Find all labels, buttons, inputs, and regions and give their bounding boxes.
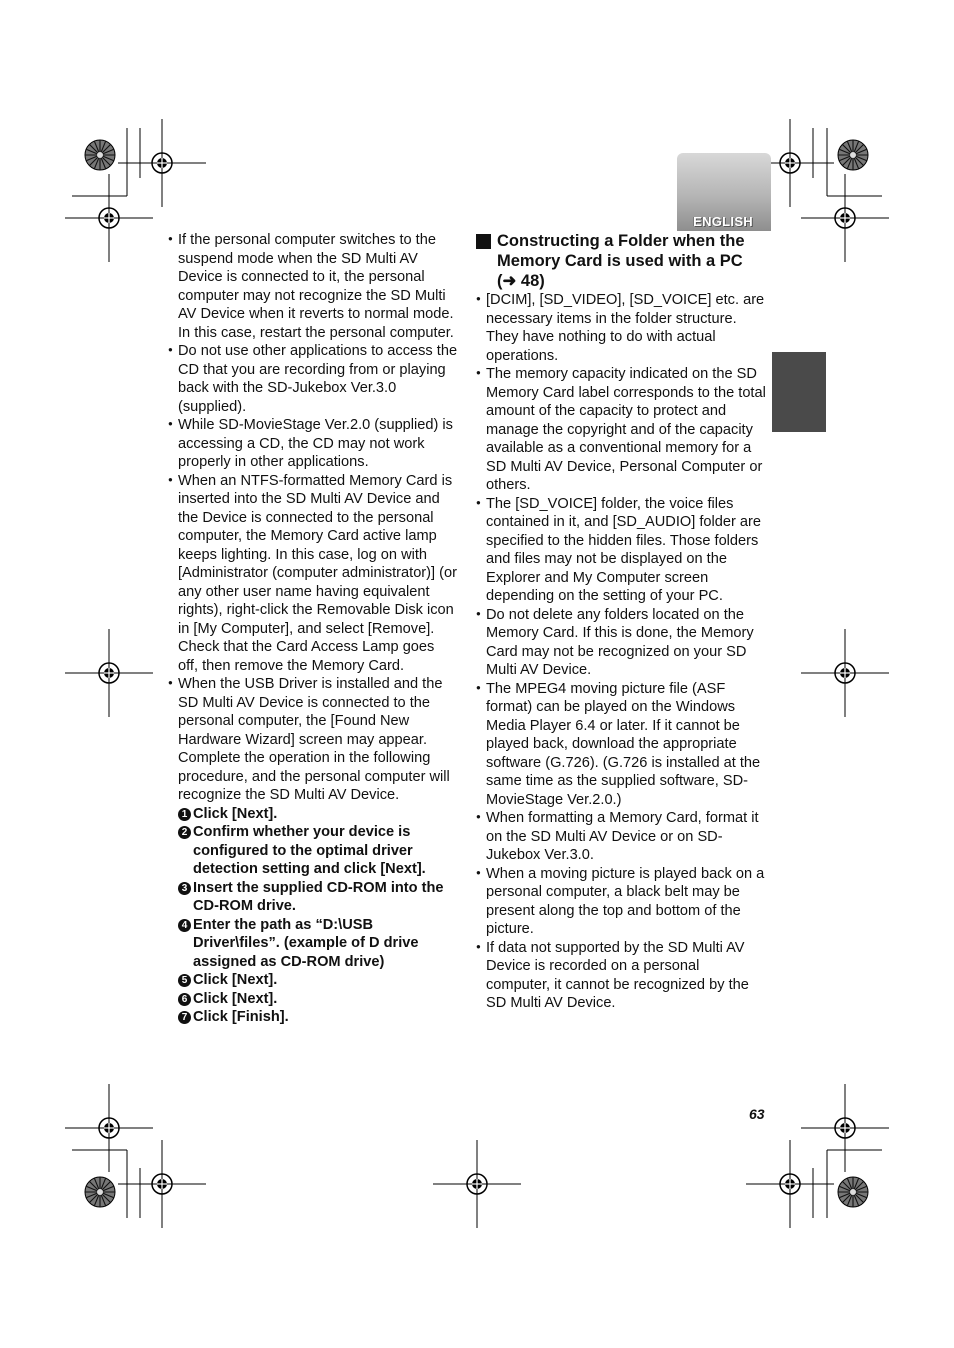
- list-item: ● When formatting a Memory Card, format it on the SD Multi AV Device or on SD-Jukebox Ver.3.0.: [476, 809, 766, 865]
- step-number-icon: 1: [178, 808, 191, 821]
- step-text: Click [Next].: [193, 972, 278, 988]
- step-item: [178, 805, 458, 824]
- left-column: [168, 231, 458, 1027]
- language-tab: [677, 153, 771, 231]
- step-number-icon: 3: [178, 882, 191, 895]
- step-text: Enter the path as “D:\USB Driver\files”. (example of D drive assigned as CD-ROM drive): [193, 916, 419, 970]
- step-number-icon: 7: [178, 1011, 191, 1024]
- step-number-icon: 6: [178, 993, 191, 1006]
- step-item: [178, 916, 458, 972]
- step-text: Confirm whether your device is configured to the optimal driver detection setting and click [Next].: [193, 824, 426, 877]
- list-item: ● When the USB Driver is installed and the SD Multi AV Device is connected to the personal computer, the [Found New Hardware Wizard] screen may appear. Complete the operation in the following procedure, and the personal computer will recognize the SD Multi AV Device.: [168, 675, 458, 805]
- procedure-steps: [168, 805, 458, 1027]
- step-item: [178, 990, 458, 1009]
- section-heading-text: Constructing a Folder when the Memory Card is used with a PC (➜ 48): [497, 232, 745, 290]
- list-item: ● Do not use other applications to access the CD that you are recording from or playing back with the SD-Jukebox Ver.3.0 (supplied).: [168, 342, 458, 416]
- page-number: 63: [749, 1106, 765, 1122]
- step-number-icon: 5: [178, 974, 191, 987]
- list-item: ● When a moving picture is played back on a personal computer, a black belt may be present along the top and bottom of the picture.: [476, 865, 766, 939]
- step-text: Click [Finish].: [193, 1009, 289, 1025]
- list-item: ● The [SD_VOICE] folder, the voice files contained in it, and [SD_AUDIO] folder are specified to the hidden files. Those folders and files may not be displayed on the Explorer and My Computer screen depending on the setting of your PC.: [476, 495, 766, 606]
- list-item: ● If the personal computer switches to the suspend mode when the SD Multi AV Device is connected to it, the personal computer may not recognize the SD Multi AV Device when it reverts to normal mode. In this case, restart the personal computer.: [168, 231, 458, 342]
- step-text: Click [Next].: [193, 990, 278, 1007]
- list-item: ● The MPEG4 moving picture file (ASF format) can be played on the Windows Media Player 6.4 or later. If it cannot be played back, download the appropriate software (G.726). (G.726 is installed at the same time as the supplied software, SD-MovieStage Ver.2.0.): [476, 680, 766, 810]
- list-item: ● [DCIM], [SD_VIDEO], [SD_VOICE] etc. are necessary items in the folder structure. They have nothing to do with actual operations.: [476, 291, 766, 365]
- step-number-icon: 4: [178, 919, 191, 932]
- list-item: ● When an NTFS-formatted Memory Card is inserted into the SD Multi AV Device and the Device is connected to the personal computer, the Memory Card active lamp keeps lighting. In this case, log on with [Administrator (computer administrator)] (or any other user name having equivalent rights), right-click the Removable Disk icon in [My Computer], and select [Remove]. Check that the Card Access Lamp goes off, then remove the Memory Card.: [168, 472, 458, 676]
- step-item: [178, 879, 458, 916]
- list-item: ● Do not delete any folders located on the Memory Card. If this is done, the Memory Card may not be recognized on your SD Multi AV Device.: [476, 606, 766, 680]
- section-side-tab: [772, 352, 826, 432]
- language-tab-label: ENGLISH: [693, 214, 753, 229]
- step-item: [178, 971, 458, 990]
- step-item: [178, 823, 458, 879]
- step-text: Click [Next].: [193, 805, 278, 822]
- list-item: ● If data not supported by the SD Multi AV Device is recorded on a personal computer, it cannot be recognized by the SD Multi AV Device.: [476, 939, 766, 1013]
- list-item: ● The memory capacity indicated on the SD Memory Card label corresponds to the total amount of the capacity to protect and manage the copyright and of the capacity available as a conventional memory for a SD Multi AV Device, Personal Computer or others.: [476, 365, 766, 495]
- right-bullet-list: [476, 291, 766, 1013]
- section-heading: [476, 231, 766, 291]
- step-item: [178, 1008, 458, 1027]
- square-bullet-icon: [476, 234, 491, 249]
- step-text: Insert the supplied CD-ROM into the CD-ROM drive.: [193, 879, 444, 914]
- right-column: [476, 231, 766, 1013]
- step-number-icon: 2: [178, 826, 191, 839]
- left-bullet-list: [168, 231, 458, 805]
- list-item: ● While SD-MovieStage Ver.2.0 (supplied) is accessing a CD, the CD may not work properly in other applications.: [168, 416, 458, 472]
